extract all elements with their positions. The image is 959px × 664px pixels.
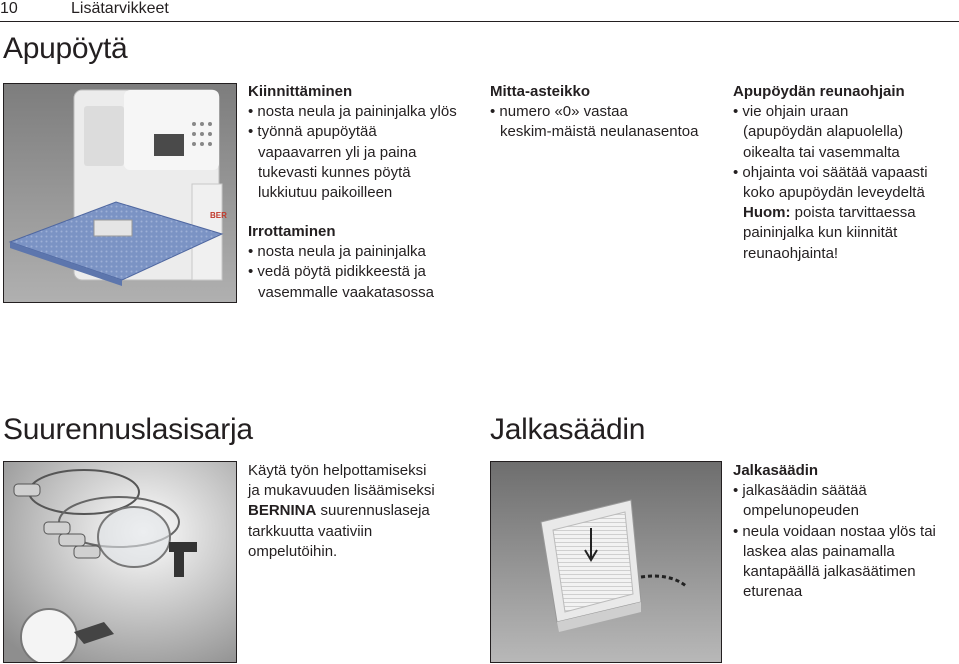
magnifier-set-photo: [3, 461, 237, 663]
list-item-continuation: ompelunopeuden: [743, 502, 859, 520]
paragraph-line: ja mukavuuden lisäämiseksi: [248, 482, 435, 500]
paragraph-line: ompelutöihin.: [248, 542, 338, 560]
note-line: [733, 203, 957, 223]
list-item-continuation: oikealta tai vasemmalta: [743, 143, 900, 161]
machine-logo: BER: [210, 211, 227, 220]
list-item-continuation: lukkiutuu paikoilleen: [258, 184, 393, 202]
note-text: poista tarvittaessa: [794, 204, 916, 222]
jalkasaadin-block: [733, 461, 957, 602]
list-item: • nosta neula ja paininjalka ylös: [248, 102, 478, 122]
list-item-continuation: eturenaa: [743, 583, 803, 601]
jalkasaadin-heading: Jalkasäädin: [733, 462, 819, 479]
list-item: • neula voidaan nostaa ylös tai: [733, 522, 957, 542]
paragraph-line: tarkkuutta vaativiin: [248, 522, 373, 540]
brand-name: BERNINA: [248, 502, 317, 520]
list-item: • jalkasäädin säätää: [733, 481, 957, 501]
apupoyta-title: Apupöytä: [3, 32, 128, 65]
note-continuation: paininjalka kun kiinnität: [743, 224, 898, 242]
jalkasaadin-title: Jalkasäädin: [490, 413, 646, 446]
mitta-asteikko-block: [490, 82, 720, 143]
list-item-continuation: kantapäällä jalkasäätimen: [743, 563, 916, 581]
sewing-machine-photo: [3, 83, 237, 303]
list-item-continuation: (apupöydän alapuolella): [743, 123, 904, 141]
reunaohjain-heading: Apupöydän reunaohjain: [733, 83, 905, 100]
mitta-asteikko-heading: Mitta-asteikko: [490, 83, 591, 100]
suurennuslasisarja-title: Suurennuslasisarja: [3, 413, 253, 446]
list-item: • numero «0» vastaa: [490, 102, 720, 122]
reunaohjain-block: [733, 82, 957, 264]
list-item: • nosta neula ja paininjalka: [248, 242, 478, 262]
kiinnittaminen-heading: Kiinnittäminen: [248, 83, 353, 100]
foot-control-photo: [490, 461, 722, 663]
note-continuation: reunaohjainta!: [743, 244, 839, 262]
list-item: • vie ohjain uraan: [733, 102, 957, 122]
paragraph-line: Käytä työn helpottamiseksi: [248, 462, 427, 479]
list-item-continuation: tukevasti kunnes pöytä: [258, 163, 411, 181]
list-item: • työnnä apupöytää: [248, 122, 478, 142]
list-item-continuation: keskim-mäistä neulanasentoa: [500, 123, 699, 141]
note-label: Huom:: [743, 204, 791, 222]
list-item-continuation: vapaavarren yli ja paina: [258, 143, 417, 161]
list-item: • ohjainta voi säätää vapaasti: [733, 163, 957, 183]
suurennuslasisarja-text: [248, 461, 478, 562]
paragraph-line: [248, 501, 478, 521]
kiinnittaminen-block: [248, 82, 478, 203]
irrottaminen-block: [248, 222, 478, 303]
list-item-continuation: koko apupöydän leveydeltä: [743, 184, 925, 202]
paragraph-text: suurennuslaseja: [320, 502, 430, 520]
section-title: Lisätarvikkeet: [71, 0, 169, 17]
list-item-continuation: vasemmalle vaakatasossa: [258, 283, 434, 301]
page-number: 10: [0, 0, 18, 17]
list-item: • vedä pöytä pidikkeestä ja: [248, 262, 478, 282]
list-item-continuation: laskea alas painamalla: [743, 542, 895, 560]
irrottaminen-heading: Irrottaminen: [248, 223, 336, 240]
header-rule: [0, 21, 959, 22]
